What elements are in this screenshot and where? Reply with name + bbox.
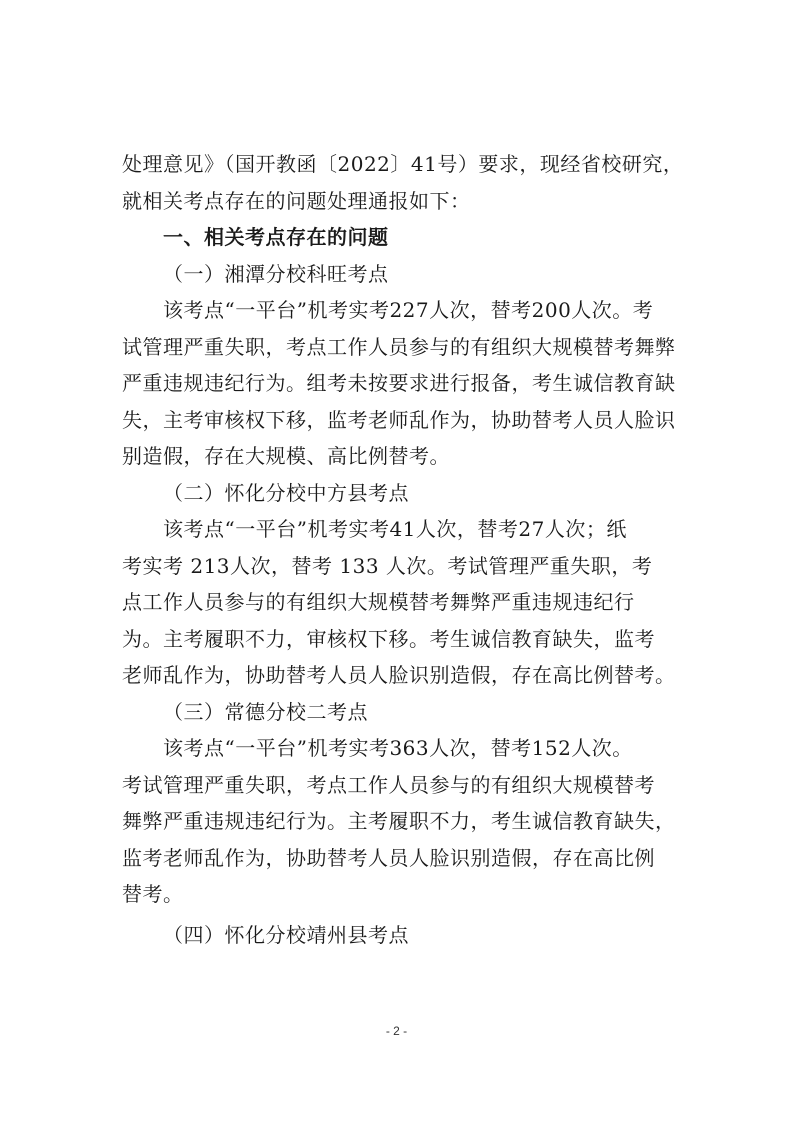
body-line: 点工作人员参与的有组织大规模替考舞弊严重违规违纪行: [122, 590, 635, 614]
body-line: 舞弊严重违规违纪行为。主考履职不力，考生诚信教育缺失，: [122, 809, 676, 833]
paragraph-first-line: 该考点“一平台”机考实考227人次，替考200人次。考: [163, 298, 654, 322]
body-line: 替考。: [122, 882, 184, 906]
body-line: 考试管理严重失职，考点工作人员参与的有组织大规模替考: [122, 772, 655, 797]
body-line: 严重违规违纪行为。组考未按要求进行报备，考生诚信教育缺: [122, 371, 676, 395]
body-line: 失，主考审核权下移，监考老师乱作为，协助替考人员人脸识: [122, 407, 676, 432]
subsection-heading: （一）湘潭分校科旺考点: [163, 261, 389, 286]
body-line: 试管理严重失职，考点工作人员参与的有组织大规模替考舞弊: [122, 334, 676, 359]
body-line: 别造假，存在大规模、高比例替考。: [122, 444, 450, 468]
body-line: 就相关考点存在的问题处理通报如下：: [122, 188, 471, 213]
section-heading: 一、相关考点存在的问题: [163, 225, 389, 249]
page-number: - 2 -: [385, 1024, 408, 1038]
paragraph-first-line: 该考点“一平台”机考实考363人次，替考152人次。: [163, 736, 633, 760]
body-line: 考实考 213人次，替考 133 人次。考试管理严重失职，考: [122, 553, 653, 578]
paragraph-first-line: 该考点“一平台”机考实考41人次，替考27人次；纸: [163, 517, 627, 541]
body-line: 监考老师乱作为，协助替考人员人脸识别造假，存在高比例: [122, 845, 655, 870]
subsection-heading: （三）常德分校二考点: [163, 699, 368, 724]
body-line: 为。主考履职不力，审核权下移。考生诚信教育缺失，监考: [122, 626, 655, 651]
body-line: 老师乱作为，协助替考人员人脸识别造假，存在高比例替考。: [122, 663, 676, 687]
document-body: [122, 146, 682, 953]
subsection-heading: （四）怀化分校靖州县考点: [163, 922, 409, 947]
subsection-heading: （二）怀化分校中方县考点: [163, 480, 409, 505]
body-line: 处理意见》（国开教函〔2022〕41号）要求，现经省校研究，: [122, 152, 684, 176]
